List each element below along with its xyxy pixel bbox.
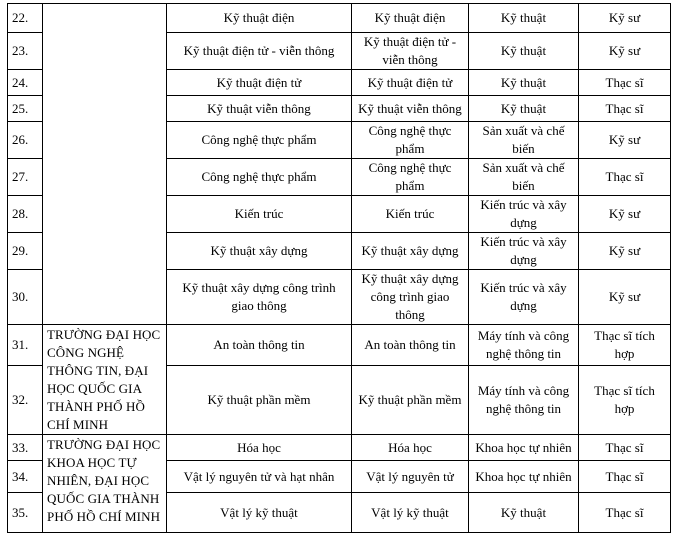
degree-cell: Thạc sĩ (579, 493, 671, 533)
field-cell: Kỹ thuật (469, 493, 579, 533)
row-number: 35. (8, 493, 43, 533)
degree-cell: Kỹ sư (579, 196, 671, 233)
field-cell: Khoa học tự nhiên (469, 461, 579, 493)
field-cell: Sản xuất và chế biến (469, 122, 579, 159)
major-cell: Hóa học (167, 435, 352, 461)
university-name-uit: TRƯỜNG ĐẠI HỌC CÔNG NGHỆ THÔNG TIN, ĐẠI HỌC QUỐC GIA THÀNH PHỐ HỒ CHÍ MINH (43, 325, 167, 435)
major-cell: Kỹ thuật xây dựng công trình giao thông (167, 270, 352, 325)
row-number: 33. (8, 435, 43, 461)
program-cell: Kỹ thuật viễn thông (352, 96, 469, 122)
program-cell: Kỹ thuật điện (352, 4, 469, 33)
degree-cell: Thạc sĩ tích hợp (579, 325, 671, 366)
university-cell-blank (43, 4, 167, 325)
degree-cell: Thạc sĩ (579, 461, 671, 493)
field-cell: Sản xuất và chế biến (469, 159, 579, 196)
major-cell: Vật lý nguyên tử và hạt nhân (167, 461, 352, 493)
row-number: 31. (8, 325, 43, 366)
field-cell: Máy tính và công nghệ thông tin (469, 325, 579, 366)
row-number: 29. (8, 233, 43, 270)
university-name-hcmus: TRƯỜNG ĐẠI HỌC KHOA HỌC TỰ NHIÊN, ĐẠI HỌC QUỐC GIA THÀNH PHỐ HỒ CHÍ MINH (43, 435, 167, 533)
degree-cell: Kỹ sư (579, 270, 671, 325)
row-number: 25. (8, 96, 43, 122)
degree-cell: Thạc sĩ (579, 435, 671, 461)
major-cell: Kiến trúc (167, 196, 352, 233)
row-number: 22. (8, 4, 43, 33)
program-cell: Kỹ thuật điện tử (352, 70, 469, 96)
degree-cell: Thạc sĩ (579, 96, 671, 122)
field-cell: Kiến trúc và xây dựng (469, 270, 579, 325)
field-cell: Máy tính và công nghệ thông tin (469, 366, 579, 435)
row-number: 32. (8, 366, 43, 435)
program-cell: Công nghệ thực phẩm (352, 122, 469, 159)
major-cell: Kỹ thuật viễn thông (167, 96, 352, 122)
field-cell: Kiến trúc và xây dựng (469, 233, 579, 270)
row-number: 28. (8, 196, 43, 233)
program-cell: Công nghệ thực phẩm (352, 159, 469, 196)
major-cell: Kỹ thuật xây dựng (167, 233, 352, 270)
degree-cell: Thạc sĩ (579, 70, 671, 96)
major-cell: Công nghệ thực phẩm (167, 159, 352, 196)
field-cell: Kiến trúc và xây dựng (469, 196, 579, 233)
program-cell: Vật lý kỹ thuật (352, 493, 469, 533)
major-cell: Kỹ thuật điện (167, 4, 352, 33)
degree-cell: Kỹ sư (579, 33, 671, 70)
program-cell: Kỹ thuật xây dựng công trình giao thông (352, 270, 469, 325)
major-cell: Công nghệ thực phẩm (167, 122, 352, 159)
row-number: 30. (8, 270, 43, 325)
program-cell: Kỹ thuật phần mềm (352, 366, 469, 435)
table-row (8, 435, 671, 461)
table-row (8, 4, 671, 33)
degree-cell: Kỹ sư (579, 4, 671, 33)
major-cell: Kỹ thuật phần mềm (167, 366, 352, 435)
degree-cell: Kỹ sư (579, 233, 671, 270)
field-cell: Kỹ thuật (469, 33, 579, 70)
row-number: 23. (8, 33, 43, 70)
row-number: 27. (8, 159, 43, 196)
program-cell: Hóa học (352, 435, 469, 461)
program-cell: Vật lý nguyên tử (352, 461, 469, 493)
degree-cell: Kỹ sư (579, 122, 671, 159)
program-cell: Kiến trúc (352, 196, 469, 233)
program-cell: Kỹ thuật điện tử - viễn thông (352, 33, 469, 70)
major-cell: Kỹ thuật điện tử - viễn thông (167, 33, 352, 70)
degree-cell: Thạc sĩ (579, 159, 671, 196)
field-cell: Kỹ thuật (469, 96, 579, 122)
row-number: 24. (8, 70, 43, 96)
field-cell: Kỹ thuật (469, 70, 579, 96)
program-cell: An toàn thông tin (352, 325, 469, 366)
table-row (8, 325, 671, 366)
row-number: 34. (8, 461, 43, 493)
major-cell: An toàn thông tin (167, 325, 352, 366)
degree-cell: Thạc sĩ tích hợp (579, 366, 671, 435)
major-cell: Kỹ thuật điện tử (167, 70, 352, 96)
program-cell: Kỹ thuật xây dựng (352, 233, 469, 270)
row-number: 26. (8, 122, 43, 159)
field-cell: Kỹ thuật (469, 4, 579, 33)
program-table (7, 3, 671, 533)
field-cell: Khoa học tự nhiên (469, 435, 579, 461)
major-cell: Vật lý kỹ thuật (167, 493, 352, 533)
